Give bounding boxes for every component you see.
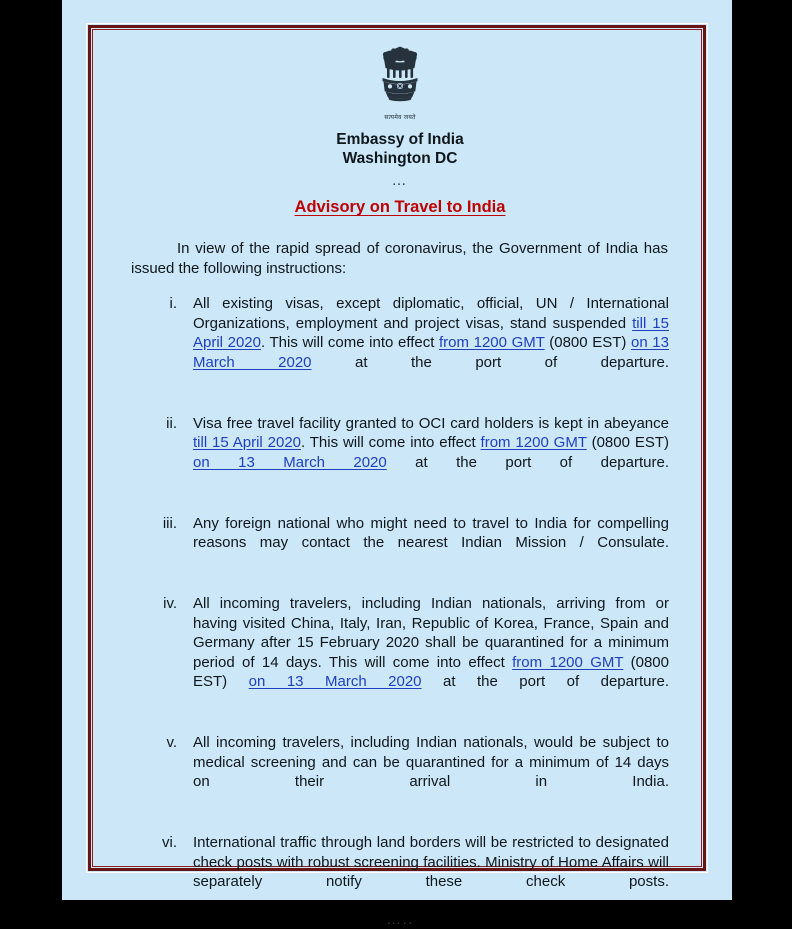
clause-text [193, 514, 669, 573]
clause-marker: i. [169, 295, 177, 312]
clause-link[interactable]: on 13 March 2020 [248, 673, 422, 690]
page-title: Advisory on Travel to India [294, 198, 506, 216]
clause-text-run: (0800 EST) [544, 334, 631, 351]
clause-text-run: Visa free travel facility granted to OCI card holders is kept in abeyance [193, 414, 669, 432]
clause-link[interactable]: on 13 March 2020 [193, 334, 669, 371]
clause-text-run: International traffic through land borders will be restricted to designated check posts with robust screening facilities. Ministry of Home Affairs will separately notify these check posts. [193, 834, 669, 890]
clause-text [193, 414, 669, 492]
clause-text-run: All existing visas, except diplomatic, official, UN / International Organizations, employment and project visas, stand suspended [193, 295, 669, 332]
clause-list [131, 294, 669, 911]
clause-marker: ii. [166, 414, 177, 432]
clause-text-run: at the port of departure. [311, 353, 670, 371]
organization-line-1: Embassy of India [336, 131, 464, 148]
clause-text-run: at the port of departure. [421, 673, 670, 690]
emblem-block [131, 46, 669, 121]
clause-link[interactable]: till 15 April 2020 [193, 434, 301, 451]
page-border-frame [88, 25, 706, 928]
clause-item [131, 414, 669, 492]
clause-marker: iv. [163, 595, 177, 612]
footer-separator-dots: ….. [386, 911, 414, 928]
clause-text-run: All incoming travelers, including Indian nationals, arriving from or having visited China, Italy, Iran, Republic of Korea, France, Spain and Germany after 15 February 2020 shall be quarantined for a minimum period of 14 days. This will come into effect [193, 595, 669, 671]
clause-link[interactable]: till 15 April 2020 [193, 314, 669, 351]
clause-text-run: Any foreign national who might need to travel to India for compelling reasons may contact the nearest Indian Mission / Consulate. [193, 514, 669, 551]
scanned-page-sheet [62, 0, 732, 928]
clause-marker: vi. [162, 834, 177, 851]
clause-text-run: . This will come into effect [261, 334, 439, 351]
clause-text-run: . This will come into effect [301, 434, 481, 451]
clause-item [131, 733, 669, 811]
clause-link[interactable]: from 1200 GMT [512, 653, 624, 671]
page-content [91, 28, 703, 928]
clause-link[interactable]: on 13 March 2020 [193, 453, 387, 471]
clause-text-run: All incoming travelers, including Indian nationals, would be subject to medical screening and can be quarantined for a minimum of 14 days on their arrival in India. [193, 734, 669, 790]
clause-item [131, 294, 669, 392]
intro-paragraph: In view of the rapid spread of coronavirus, the Government of India has issued the following instructions: [131, 240, 668, 277]
clause-text [193, 594, 669, 711]
clause-text-run: (0800 EST) [586, 434, 669, 451]
clause-text [193, 294, 669, 392]
clause-marker: v. [166, 734, 177, 751]
clause-item [131, 594, 669, 711]
india-state-emblem-lion-capital-icon [376, 46, 424, 110]
organization-line-2: Washington DC [342, 149, 458, 167]
clause-item [131, 833, 669, 911]
clause-link[interactable]: from 1200 GMT [480, 434, 587, 451]
clause-text-run: at the port of departure. [386, 453, 669, 471]
clause-link[interactable]: from 1200 GMT [439, 334, 545, 351]
emblem-motto-text: सत्यमेव जयते [384, 114, 416, 121]
clause-marker: iii. [162, 514, 177, 532]
clause-item [131, 514, 669, 573]
clause-text-run: (0800 EST) [193, 653, 669, 690]
clause-text [193, 733, 669, 811]
clause-text [193, 833, 669, 911]
header-separator-dots: … [391, 172, 409, 189]
organization-name [131, 131, 669, 168]
